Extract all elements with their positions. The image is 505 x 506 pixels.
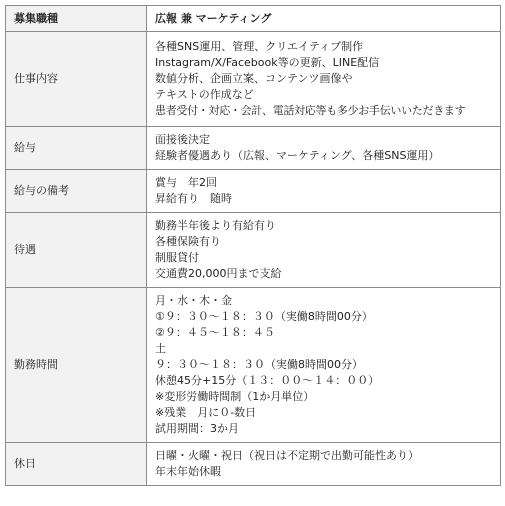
benefits-label: 待遇: [6, 213, 147, 288]
working-hours-line: 休憩45分+15分（１３：００〜１４：００）: [155, 374, 380, 387]
job-description-line: Instagram/X/Facebook等の更新、LINE配信: [155, 56, 380, 69]
job-description-line: 各種SNS運用、管理、クリエイティブ制作: [155, 40, 364, 53]
salary-notes-line: 賞与 年2回: [155, 176, 217, 189]
header-row: [6, 6, 501, 32]
holidays-line: 年末年始休暇: [155, 465, 221, 478]
table-row-job-description: [6, 32, 501, 127]
table-row-salary-notes: [6, 170, 501, 213]
working-hours-line: ９：３０〜１８：３０（実働8時間00分）: [155, 358, 363, 371]
salary-label: 給与: [6, 127, 147, 170]
holidays-line: 日曜・火曜・祝日（祝日は不定期で出勤可能性あり）: [155, 449, 419, 462]
salary-value: [147, 127, 501, 170]
holidays-label: 休日: [6, 443, 147, 486]
job-category-label: 募集職種: [6, 6, 147, 32]
job-category-value: 広報 兼 マーケティング: [147, 6, 501, 32]
table-row-benefits: [6, 213, 501, 288]
working-hours-line: ※変形労働時間制（1か月単位）: [155, 390, 315, 403]
working-hours-line: ※残業 月に０-数日: [155, 406, 257, 419]
benefits-line: 交通費20,000円まで支給: [155, 267, 282, 280]
salary-line: 経験者優遇あり（広報、マーケティング、各種SNS運用）: [155, 149, 440, 162]
job-description-label: 仕事内容: [6, 32, 147, 127]
table-row-working-hours: [6, 288, 501, 443]
table-row-salary: [6, 127, 501, 170]
working-hours-value: [147, 288, 501, 443]
job-description-line: テキストの作成など: [155, 88, 254, 101]
working-hours-line: ②９：４５〜１８：４５: [155, 326, 275, 339]
salary-line: 面接後決定: [155, 133, 210, 146]
benefits-line: 制服貸付: [155, 251, 199, 264]
job-description-value: [147, 32, 501, 127]
job-description-line: 患者受付・対応・会計、電話対応等も多少お手伝いいただきます: [155, 104, 466, 117]
benefits-line: 各種保険有り: [155, 235, 221, 248]
job-details-table: [5, 5, 501, 486]
holidays-value: [147, 443, 501, 486]
benefits-value: [147, 213, 501, 288]
table-row-holidays: [6, 443, 501, 486]
working-hours-line: 土: [155, 342, 166, 355]
working-hours-label: 勤務時間: [6, 288, 147, 443]
working-hours-line: 月・水・木・金: [155, 294, 232, 307]
working-hours-line: ①９：３０〜１８：３０（実働8時間00分）: [155, 310, 373, 323]
working-hours-line: 試用期間：3か月: [155, 422, 239, 435]
salary-notes-value: [147, 170, 501, 213]
salary-notes-label: 給与の備考: [6, 170, 147, 213]
job-description-line: 数値分析、企画立案、コンテンツ画像や: [155, 72, 353, 85]
salary-notes-line: 昇給有り 随時: [155, 192, 232, 205]
benefits-line: 勤務半年後より有給有り: [155, 219, 276, 232]
